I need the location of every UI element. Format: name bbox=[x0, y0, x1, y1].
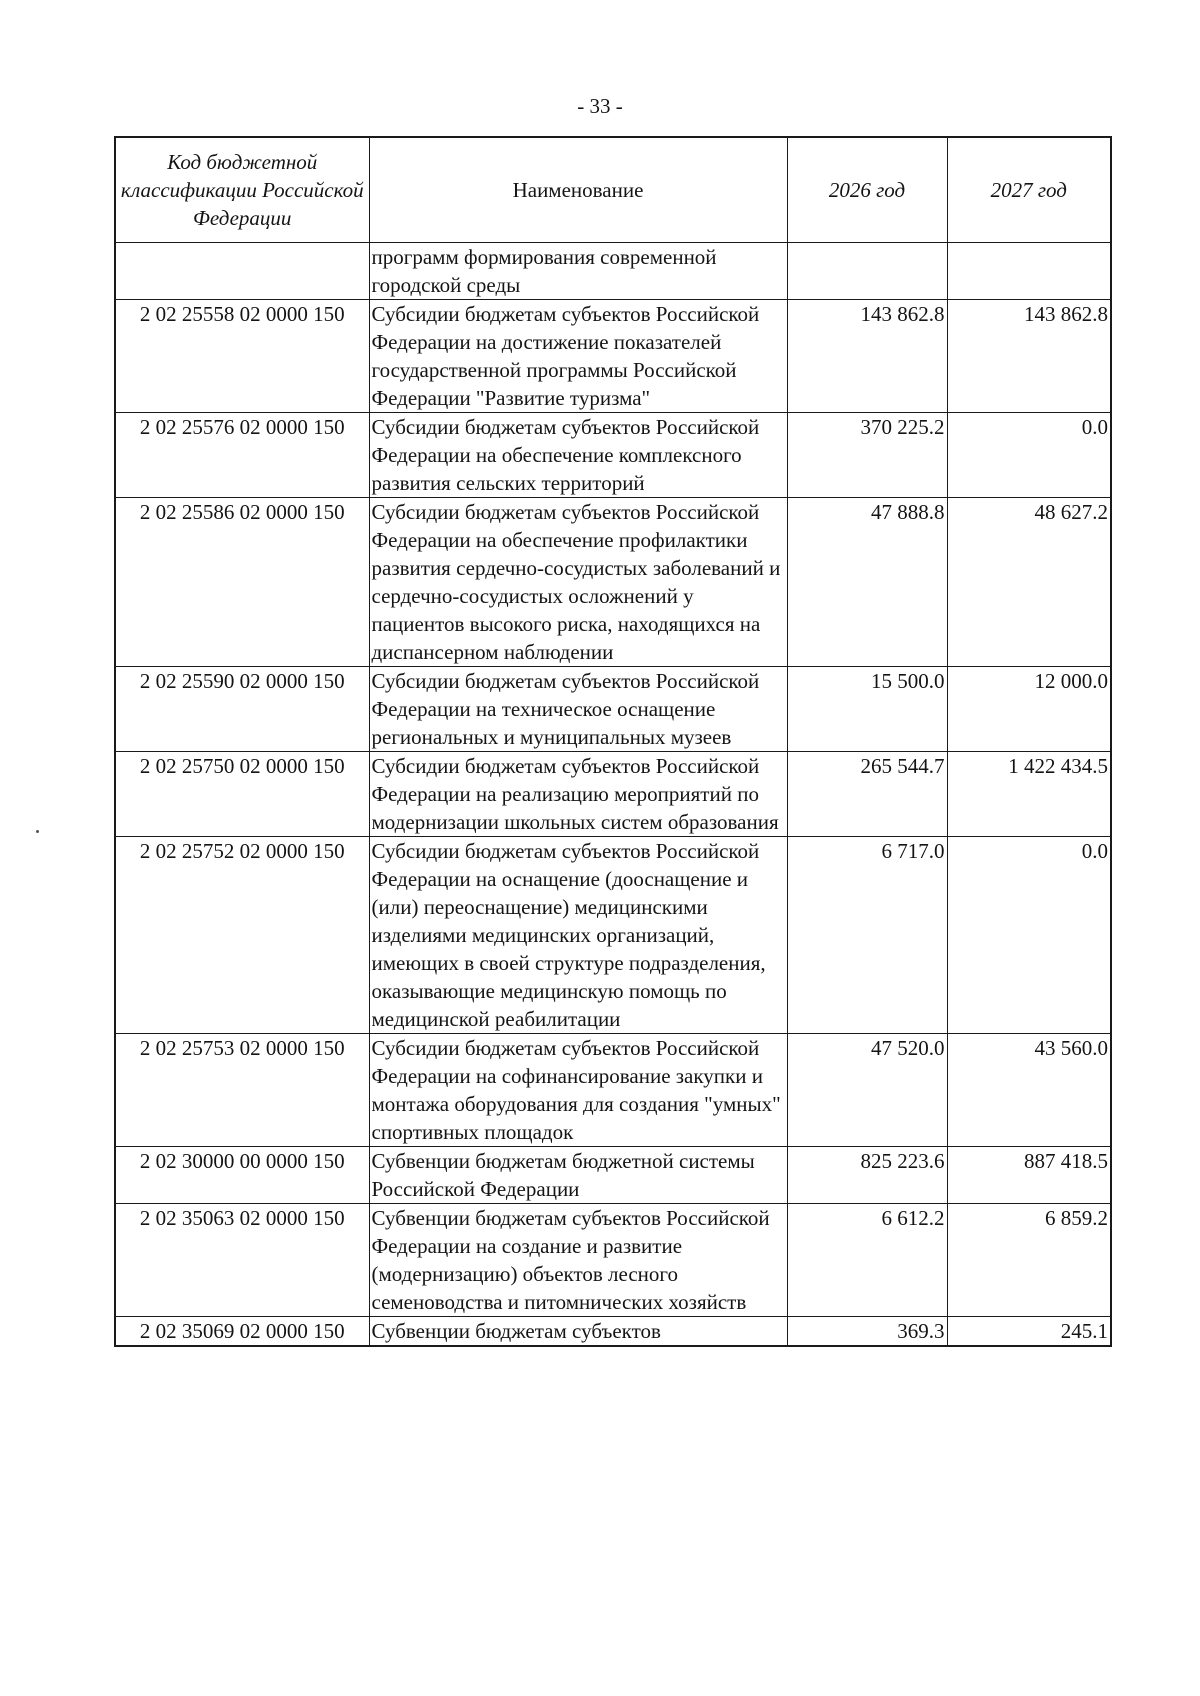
header-year-2026: 2026 год bbox=[787, 137, 947, 243]
row-value-2026: 370 225.2 bbox=[787, 413, 947, 498]
scan-speck bbox=[36, 830, 39, 833]
row-code: 2 02 25558 02 0000 150 bbox=[115, 300, 369, 413]
header-year-2027: 2027 год bbox=[947, 137, 1111, 243]
row-name: Субсидии бюджетам субъектов Российской Федерации на реализацию мероприятий по модернизации школьных систем образования bbox=[369, 752, 787, 837]
row-value-2027: 887 418.5 bbox=[947, 1147, 1111, 1204]
table-row bbox=[115, 413, 1111, 498]
row-value-2026: 6 717.0 bbox=[787, 837, 947, 1034]
row-value-2027: 0.0 bbox=[947, 413, 1111, 498]
row-name: Субсидии бюджетам субъектов Российской Федерации на техническое оснащение региональных и муниципальных музеев bbox=[369, 667, 787, 752]
table-row bbox=[115, 243, 1111, 300]
row-name: Субсидии бюджетам субъектов Российской Федерации на обеспечение профилактики развития сердечно-сосудистых заболеваний и сердечно-сосудистых осложнений у пациентов высокого риска, находящихся на диспансерном наблюдении bbox=[369, 498, 787, 667]
row-value-2027: 245.1 bbox=[947, 1317, 1111, 1347]
header-row bbox=[115, 137, 1111, 243]
table-row bbox=[115, 1147, 1111, 1204]
table-row bbox=[115, 667, 1111, 752]
row-name: Субсидии бюджетам субъектов Российской Федерации на обеспечение комплексного развития сельских территорий bbox=[369, 413, 787, 498]
row-value-2026 bbox=[787, 243, 947, 300]
row-value-2026: 369.3 bbox=[787, 1317, 947, 1347]
row-value-2026: 15 500.0 bbox=[787, 667, 947, 752]
row-name: Субвенции бюджетам субъектов Российской Федерации на создание и развитие (модернизацию) объектов лесного семеноводства и питомнических хозяйств bbox=[369, 1204, 787, 1317]
budget-table bbox=[114, 136, 1112, 1347]
row-value-2027: 48 627.2 bbox=[947, 498, 1111, 667]
header-name: Наименование bbox=[369, 137, 787, 243]
table-row bbox=[115, 498, 1111, 667]
row-value-2026: 47 520.0 bbox=[787, 1034, 947, 1147]
table-row bbox=[115, 1034, 1111, 1147]
row-code: 2 02 25753 02 0000 150 bbox=[115, 1034, 369, 1147]
table-row bbox=[115, 752, 1111, 837]
row-name: программ формирования современной городской среды bbox=[369, 243, 787, 300]
row-name: Субвенции бюджетам бюджетной системы Российской Федерации bbox=[369, 1147, 787, 1204]
row-name: Субвенции бюджетам субъектов bbox=[369, 1317, 787, 1347]
table-row bbox=[115, 1317, 1111, 1347]
row-value-2027: 143 862.8 bbox=[947, 300, 1111, 413]
row-code: 2 02 25590 02 0000 150 bbox=[115, 667, 369, 752]
row-value-2027: 6 859.2 bbox=[947, 1204, 1111, 1317]
row-code bbox=[115, 243, 369, 300]
row-value-2026: 825 223.6 bbox=[787, 1147, 947, 1204]
row-value-2026: 143 862.8 bbox=[787, 300, 947, 413]
row-code: 2 02 25576 02 0000 150 bbox=[115, 413, 369, 498]
row-code: 2 02 25586 02 0000 150 bbox=[115, 498, 369, 667]
page-number: - 33 - bbox=[577, 94, 623, 118]
row-code: 2 02 25752 02 0000 150 bbox=[115, 837, 369, 1034]
table-body bbox=[115, 243, 1111, 1347]
row-code: 2 02 35069 02 0000 150 bbox=[115, 1317, 369, 1347]
table-row bbox=[115, 300, 1111, 413]
row-code: 2 02 35063 02 0000 150 bbox=[115, 1204, 369, 1317]
row-value-2026: 265 544.7 bbox=[787, 752, 947, 837]
table-row bbox=[115, 1204, 1111, 1317]
row-value-2026: 6 612.2 bbox=[787, 1204, 947, 1317]
row-value-2027 bbox=[947, 243, 1111, 300]
row-value-2027: 12 000.0 bbox=[947, 667, 1111, 752]
row-value-2027: 1 422 434.5 bbox=[947, 752, 1111, 837]
table-row bbox=[115, 837, 1111, 1034]
row-name: Субсидии бюджетам субъектов Российской Федерации на оснащение (дооснащение и (или) переоснащение) медицинскими изделиями медицинских организаций, имеющих в своей структуре подразделения, оказывающие медицинскую помощь по медицинской реабилитации bbox=[369, 837, 787, 1034]
row-value-2026: 47 888.8 bbox=[787, 498, 947, 667]
row-name: Субсидии бюджетам субъектов Российской Федерации на софинансирование закупки и монтажа оборудования для создания "умных" спортивных площадок bbox=[369, 1034, 787, 1147]
row-name: Субсидии бюджетам субъектов Российской Федерации на достижение показателей государственной программы Российской Федерации "Развитие туризма" bbox=[369, 300, 787, 413]
row-value-2027: 0.0 bbox=[947, 837, 1111, 1034]
row-code: 2 02 25750 02 0000 150 bbox=[115, 752, 369, 837]
table-header bbox=[115, 137, 1111, 243]
header-code: Код бюджетной классификации Российской Федерации bbox=[115, 137, 369, 243]
row-value-2027: 43 560.0 bbox=[947, 1034, 1111, 1147]
row-code: 2 02 30000 00 0000 150 bbox=[115, 1147, 369, 1204]
